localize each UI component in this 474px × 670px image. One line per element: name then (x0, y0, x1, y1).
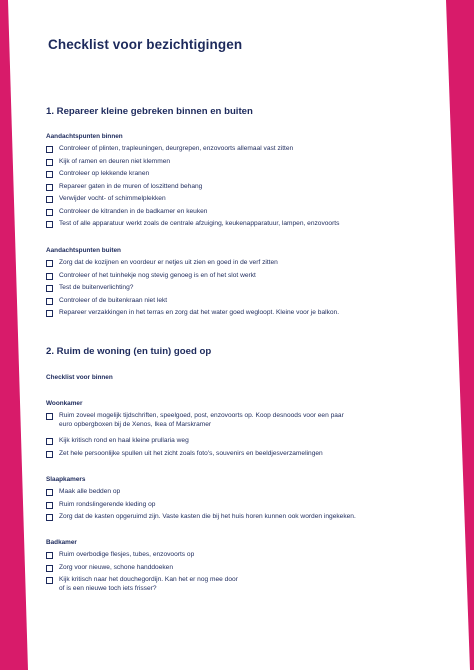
checkbox[interactable] (46, 514, 53, 521)
checklist-item[interactable]: Ruim zoveel mogelijk tijdschriften, speelgoed, post, enzovoorts op. Koop desnoods voor een paar euro opbergboxen bij de Xenos, Ikea of Marskramer (46, 412, 416, 429)
section-1-heading: 1. Repareer kleine gebreken binnen en buiten (46, 106, 253, 117)
binnen-heading: Aandachtspunten binnen (46, 133, 123, 140)
checkbox[interactable] (46, 146, 53, 153)
checklist-item[interactable]: Maak alle bedden op (46, 488, 416, 497)
checkbox[interactable] (46, 273, 53, 280)
checklist-binnen-heading: Checklist voor binnen (46, 374, 113, 381)
woonkamer-heading: Woonkamer (46, 400, 83, 407)
checklist-item[interactable]: Test of alle apparatuur werkt zoals de centrale afzuiging, keukenapparatuur, lampen, enzovoorts (46, 220, 416, 229)
page-title: Checklist voor bezichtigingen (48, 37, 243, 52)
checkbox[interactable] (46, 552, 53, 559)
checkbox[interactable] (46, 221, 53, 228)
badkamer-heading: Badkamer (46, 539, 77, 546)
checklist-item[interactable]: Controleer op lekkende kranen (46, 170, 416, 179)
checklist-item[interactable]: Zorg dat de kozijnen en voordeur er netjes uit zien en goed in de verf zitten (46, 259, 416, 268)
checkbox[interactable] (46, 413, 53, 420)
checklist-item[interactable]: Repareer gaten in de muren of loszittend behang (46, 183, 416, 192)
checklist-item[interactable]: Test de buitenverlichting? (46, 284, 416, 293)
checklist-item[interactable]: Ruim overbodige flesjes, tubes, enzovoorts op (46, 551, 416, 560)
checkbox[interactable] (46, 489, 53, 496)
checklist-item[interactable]: Controleer of de buitenkraan niet lekt (46, 297, 416, 306)
checkbox[interactable] (46, 260, 53, 267)
checkbox[interactable] (46, 565, 53, 572)
checkbox[interactable] (46, 310, 53, 317)
checkbox[interactable] (46, 298, 53, 305)
checklist-item[interactable]: Zet hele persoonlijke spullen uit het zicht zoals foto's, souvenirs en beeldjesverzamelingen (46, 450, 416, 459)
checklist-item[interactable]: Verwijder vocht- of schimmelplekken (46, 195, 416, 204)
checkbox[interactable] (46, 209, 53, 216)
checklist-item[interactable]: Controleer de kitranden in de badkamer en keuken (46, 208, 416, 217)
checkbox[interactable] (46, 285, 53, 292)
section-2-heading: 2. Ruim de woning (en tuin) goed op (46, 346, 212, 357)
checkbox[interactable] (46, 159, 53, 166)
checkbox[interactable] (46, 184, 53, 191)
checklist-item[interactable]: Kijk kritisch rond en haal kleine prullaria weg (46, 437, 416, 446)
checklist-item[interactable]: Repareer verzakkingen in het terras en zorg dat het water goed wegloopt. Kleine voor je balkon. (46, 309, 416, 318)
checklist-item[interactable]: Controleer of het tuinhekje nog stevig genoeg is en of het slot werkt (46, 272, 416, 281)
checklist-item[interactable]: Kijk kritisch naar het douchegordijn. Kan het er nog mee door of is een nieuwe toch iets frisser? (46, 576, 416, 593)
slaapkamers-heading: Slaapkamers (46, 476, 86, 483)
checkbox[interactable] (46, 502, 53, 509)
checklist-item[interactable]: Zorg dat de kasten opgeruimd zijn. Vaste kasten die bij het huis horen kunnen ook worden ingekeken. (46, 513, 416, 522)
checkbox[interactable] (46, 171, 53, 178)
checkbox[interactable] (46, 438, 53, 445)
buiten-heading: Aandachtspunten buiten (46, 247, 121, 254)
checklist-item[interactable]: Controleer of plinten, trapleuningen, deurgrepen, enzovoorts allemaal vast zitten (46, 145, 416, 154)
checklist-item[interactable]: Kijk of ramen en deuren niet klemmen (46, 158, 416, 167)
checkbox[interactable] (46, 577, 53, 584)
checkbox[interactable] (46, 196, 53, 203)
checklist-item[interactable]: Zorg voor nieuwe, schone handdoeken (46, 564, 416, 573)
checklist-item[interactable]: Ruim rondslingerende kleding op (46, 501, 416, 510)
checkbox[interactable] (46, 451, 53, 458)
